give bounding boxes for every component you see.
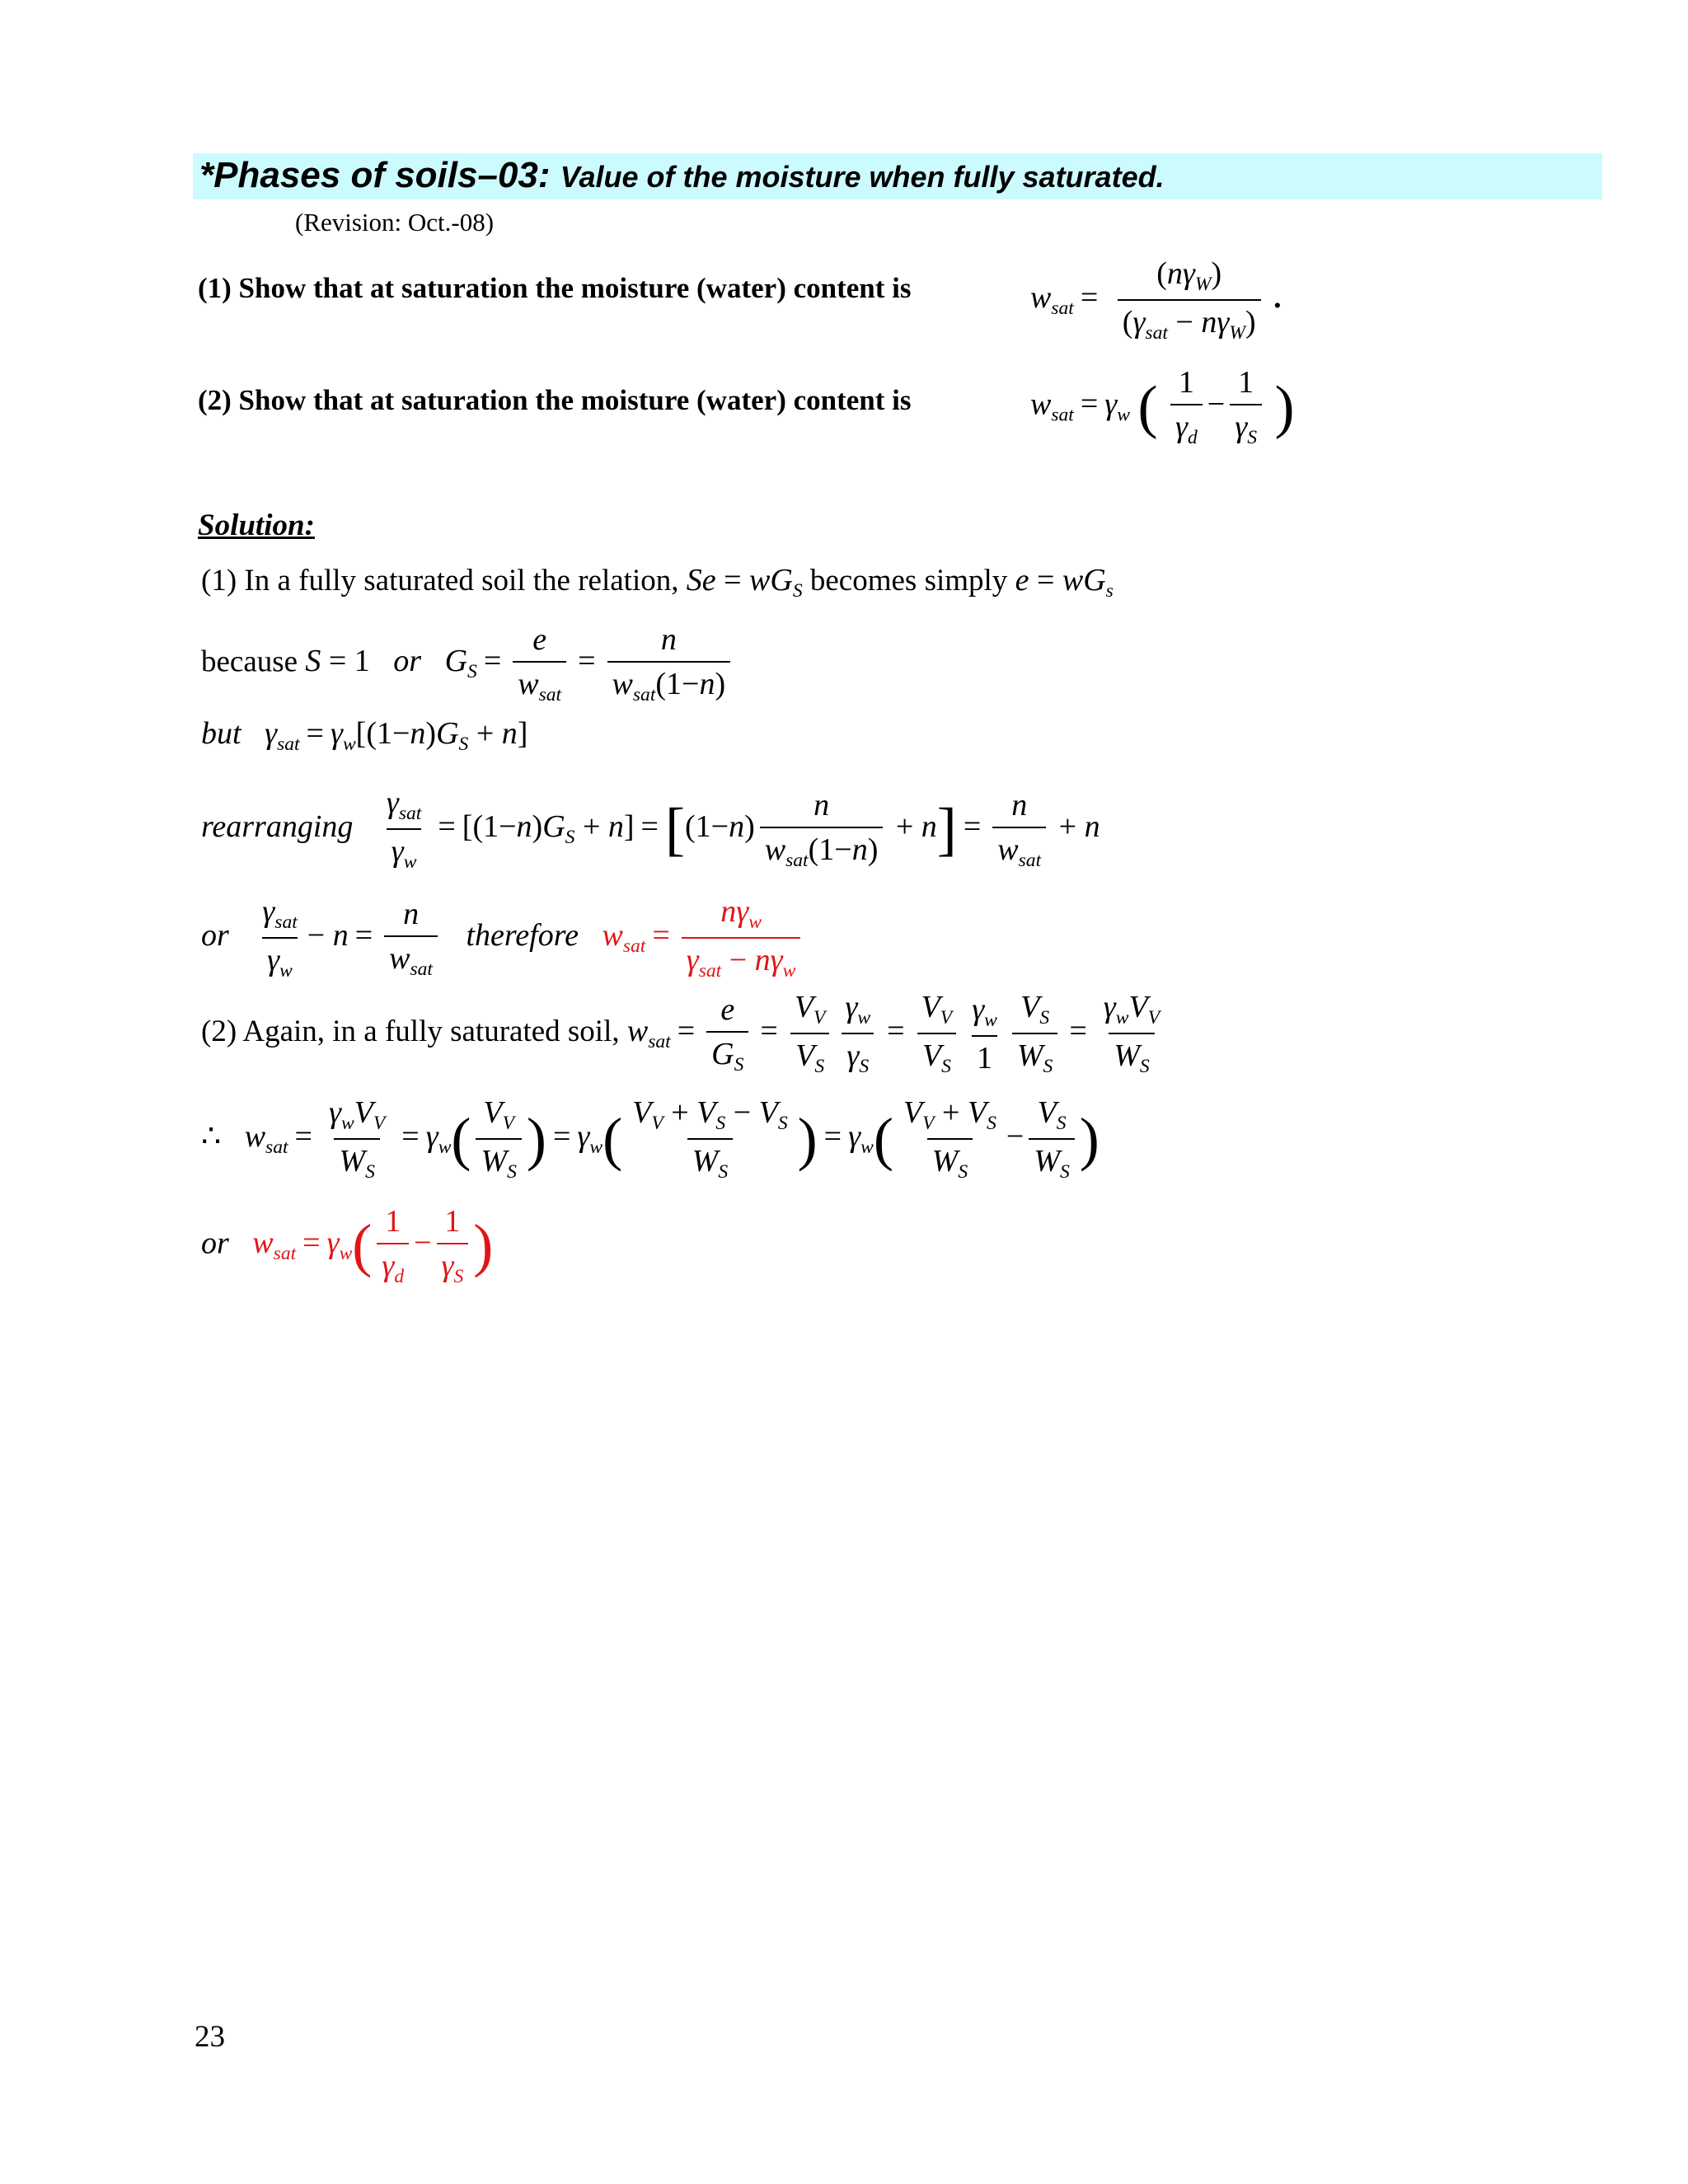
title-main: *Phases of soils–03: <box>199 155 551 195</box>
or-therefore-line: or $\frac{\gamma_{sat}}{\gamma_w}$ − n = $\frac{n}{w_{sat}}$ therefore $w_{sat}$ = $\frac{n\gamma_w}{\gamma_{sat} - n\gamma_w}$ <box>201 893 805 982</box>
because-label: because <box>201 644 298 679</box>
line-2-text: (2) Again, in a fully saturated soil, <box>201 1014 620 1048</box>
problem-1-period: . <box>1273 279 1282 315</box>
problem-2-text: (2) Show that at saturation the moisture (water) content is <box>198 384 912 416</box>
solution-line-2: (2) Again, in a fully saturated soil, $w_{sat}$ = $\frac{e}{G_S}$ = $\frac{V_V}{V_S}$ $\frac{\gamma_w}{\gamma_S}$ = $\frac{V_V}{V_S}$ $\frac{\gamma_w}{1}$ $\frac{V_S}{W_S}$ = $\frac{\gamma_wV_V}{W_S}$ <box>201 990 1160 1078</box>
page-number: 23 <box>195 2020 225 2054</box>
line-1-text: (1) In a fully saturated soil the relation, <box>201 564 679 598</box>
or-label-2: or <box>201 917 229 953</box>
problem-1-text: (1) Show that at saturation the moisture (water) content is <box>198 272 912 304</box>
problem-2-formula: $w_{sat} = \gamma_w$ ( $\frac{1}{\gamma_d}$ − $\frac{1}{\gamma_S}$ ) <box>1030 365 1295 449</box>
result-2-formula: $w_{sat} = \gamma_w$( $\frac{1}{\gamma_d}$ − $\frac{1}{\gamma_S}$ ) <box>252 1204 494 1288</box>
page-title <box>199 155 1165 196</box>
line-1-mid: becomes simply <box>809 564 1008 598</box>
rearranging-line: rearranging $\frac{\gamma_{sat}}{\gamma_w}$ = $[(1-n)G_S + n] = [(1-n)$ $\frac{n}{w_{sat}(1-n)}$ + n] = $\frac{n}{w_{sat}}$ + n <box>201 785 1100 874</box>
but-line: but $\gamma_{sat} = \gamma_w[(1-n)G_S + n]$ <box>201 716 528 756</box>
or-label-3: or <box>201 1226 229 1261</box>
therefore-label: therefore <box>466 917 579 953</box>
solution-heading: Solution: <box>198 509 315 542</box>
revision-note: (Revision: Oct.-08) <box>295 208 495 237</box>
result-1-formula: $w_{sat}$ = $\frac{n\gamma_w}{\gamma_{sat} - n\gamma_w}$ <box>602 918 805 953</box>
therefore-symbol: ∴ <box>201 1118 222 1154</box>
but-label: but <box>201 716 241 751</box>
solution-line-1: (1) In a fully saturated soil the relation, $Se = wG_S$ becomes simply $e = wG_s$ <box>201 563 1114 602</box>
therefore-line: ∴ $w_{sat}$ = $\frac{\gamma_wV_V}{W_S}$ = $\gamma_w$( $\frac{V_V}{W_S}$ ) = $\gamma_w$( $\frac{V_V + V_S - V_S}{W_S}$ ) = $\gamma_w$( $\frac{V_V + V_S}{W_S}$ − $\frac{V_S}{W_S}$ ) <box>201 1095 1100 1183</box>
because-line: because S = 1 or $G_S$ = $\frac{e}{w_{sat}}$ = $\frac{n}{w_{sat}(1-n)}$ <box>201 621 735 706</box>
rearranging-label: rearranging <box>201 808 354 844</box>
or-label-1: or <box>393 644 422 679</box>
problem-1-formula: $w_{sat}$ = $\frac{(n\gamma_W)}{(\gamma_{sat} - n\gamma_W)}$ . <box>1030 256 1282 344</box>
title-subtitle: Value of the moisture when fully saturated. <box>560 160 1165 194</box>
final-line <box>201 1203 493 1288</box>
